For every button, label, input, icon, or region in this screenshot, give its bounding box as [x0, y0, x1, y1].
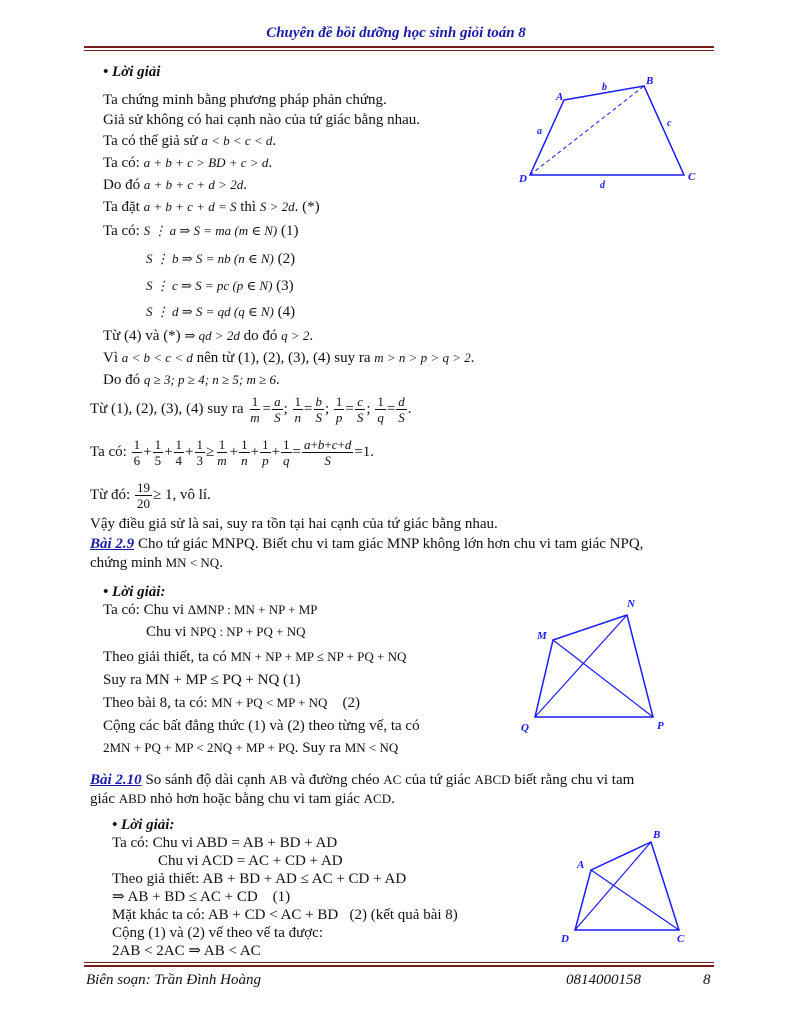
vertex-label-c: C: [677, 933, 685, 945]
fraction: $\frac{1}{m}$: [250, 394, 260, 426]
text-line: Ta có: Chu vi ΔMNP : MN + NP + MP: [103, 602, 318, 618]
text-line: Ta đặt a + b + c + d = S thì S > 2d. (*): [103, 199, 320, 215]
quadrilateral-abcd-figure-2: [555, 826, 695, 950]
solution-heading: • Lời giải:: [112, 817, 175, 833]
text-line: Do đó a + b + c + d > 2d.: [103, 177, 247, 193]
page-header-title: Chuyên đề bồi dưỡng học sinh giỏi toán 8: [266, 25, 526, 41]
footer-author: Biên soạn: Trần Đình Hoàng: [86, 972, 262, 988]
vertex-label-d: D: [561, 933, 569, 945]
text-line: Ta có: S ⋮ a ⇒ S = ma (m ∈ N) (1): [103, 223, 299, 239]
vertex-label-n: N: [627, 598, 635, 610]
fraction: $\frac{d}{S}$: [398, 394, 405, 426]
text-line: Ta có: Chu vi ABD = AB + BD + AD: [112, 835, 338, 851]
fraction: $\frac{a}{S}$: [274, 394, 281, 426]
diagonal-mp: [553, 640, 653, 717]
text-line: Vậy điều giả sử là sai, suy ra tồn tại hai cạnh của tứ giác bằng nhau.: [90, 516, 498, 532]
side-label-d: d: [600, 180, 605, 191]
vertex-label-a: A: [556, 91, 564, 103]
text-line: Theo giả thiết: AB + BD + AD ≤ AC + CD + AD: [112, 871, 407, 887]
vertex-label-d: D: [519, 173, 527, 185]
text-line: Giả sử không có hai cạnh nào của tứ giác bằng nhau.: [103, 112, 420, 128]
vertex-label-c: C: [688, 171, 696, 183]
text-line: Chu vi NPQ : NP + PQ + NQ: [146, 624, 306, 640]
vertex-label-m: M: [537, 630, 547, 642]
vertex-label-b: B: [646, 75, 654, 87]
text-line: Mặt khác ta có: AB + CD < AC + BD (2) (kết quả bài 8): [112, 907, 458, 923]
side-label-b: b: [602, 82, 607, 93]
text-line-fractions: Từ đó: $\frac{19}{20}$ ≥ 1, vô lí.: [90, 480, 211, 512]
text-line: S ⋮ c ⇒ S = pc (p ∈ N) (3): [146, 278, 294, 294]
vertex-label-p: P: [657, 720, 664, 732]
text-line: Ta có: a + b + c > BD + c > d.: [103, 155, 273, 171]
text-line: Ta chứng minh bằng phương pháp phản chứng.: [103, 92, 387, 108]
footer-rule: [84, 965, 714, 967]
problem-statement: Bài 2.10 So sánh độ dài cạnh AB và đường chéo AC của tứ giác ABCD biết rằng chu vi tam: [90, 772, 635, 788]
fraction: $\frac{1}{n}$: [294, 394, 302, 426]
quadrilateral-mnpq-figure: [515, 595, 685, 740]
quadrilateral-outline: [530, 86, 684, 175]
text-line: Chu vi ACD = AC + CD + AD: [158, 853, 343, 869]
text-line: Cộng các bất đẳng thức (1) và (2) theo từng vế, ta có: [103, 718, 420, 734]
diagonal-bd: [530, 86, 644, 175]
text-line: ⇒ AB + BD ≤ AC + CD (1): [112, 889, 291, 905]
text-line-fractions: Từ (1), (2), (3), (4) suy ra $\frac{1}{m}$ = $\frac{a}{S}$ ; $\frac{1}{n}$ = $\frac{b}{S}$ ; $\frac{1}{p}$ = $\frac{c}{S}$ ; $\frac{1}{q}$ = $\frac{d}{S}$ .: [90, 394, 412, 426]
text-line: Vì a < b < c < d nên từ (1), (2), (3), (4) suy ra m > n > p > q > 2.: [103, 350, 475, 366]
fraction: $\frac{1}{q}$: [377, 394, 384, 426]
text-line: 2MN + PQ + MP < 2NQ + MP + PQ. Suy ra MN < NQ: [103, 740, 399, 756]
side-label-c: c: [667, 118, 672, 129]
fraction: $\frac{1}{p}$: [335, 394, 343, 426]
text-line: Theo giải thiết, ta có MN + NP + MP ≤ NP + PQ + NQ: [103, 649, 407, 665]
text-line: Do đó q ≥ 3; p ≥ 4; n ≥ 5; m ≥ 6.: [103, 372, 280, 388]
text-line: Từ (4) và (*) ⇒ qd > 2d do đó q > 2.: [103, 328, 314, 344]
footer-rule-thin: [84, 962, 714, 963]
diagonal-ac: [591, 870, 679, 930]
problem-statement: giác ABD nhỏ hơn hoặc bằng chu vi tam giác ACD.: [90, 791, 395, 807]
vertex-label-a: A: [577, 859, 585, 871]
quadrilateral-outline: [535, 615, 653, 717]
quadrilateral-abcd-figure: [512, 72, 712, 192]
header-rule-thin: [84, 50, 714, 51]
side-label-a: a: [537, 126, 542, 137]
quadrilateral-outline: [575, 842, 679, 930]
problem-statement: chứng minh MN < NQ.: [90, 555, 223, 571]
text-line: Cộng (1) và (2) vế theo vế ta được:: [112, 925, 323, 941]
header-rule: [84, 46, 714, 48]
solution-heading: • Lời giải: [103, 64, 161, 80]
vertex-label-b: B: [653, 829, 661, 841]
text-line: S ⋮ d ⇒ S = qd (q ∈ N) (4): [146, 304, 296, 320]
solution-heading: • Lời giải:: [103, 584, 166, 600]
fraction: $\frac{b}{S}$: [315, 394, 322, 426]
text-line: Theo bài 8, ta có: MN + PQ < MP + NQ (2): [103, 695, 360, 711]
text-line: Ta có thể giả sử a < b < c < d.: [103, 133, 277, 149]
text-line-fractions: Ta có: $\frac{1}{6}$ + $\frac{1}{5}$ + $\frac{1}{4}$ + $\frac{1}{3}$ ≥ $\frac{1}{m}$ + $\frac{1}{n}$ + $\frac{1}{p}$ + $\frac{1}{q}$ = $\frac{a+b+c+d}{S}$ =1.: [90, 437, 375, 469]
text-line: S ⋮ b ⇒ S = nb (n ∈ N) (2): [146, 251, 296, 267]
footer-phone: 0814000158: [566, 972, 641, 988]
fraction: $\frac{c}{S}$: [356, 394, 364, 426]
text-line: 2AB < 2AC ⇒ AB < AC: [112, 943, 261, 959]
page-number: 8: [703, 972, 711, 988]
problem-statement: Bài 2.9 Cho tứ giác MNPQ. Biết chu vi tam giác MNP không lớn hơn chu vi tam giác NPQ,: [90, 536, 644, 552]
vertex-label-q: Q: [521, 722, 529, 734]
text-line: Suy ra MN + MP ≤ PQ + NQ (1): [103, 672, 301, 688]
